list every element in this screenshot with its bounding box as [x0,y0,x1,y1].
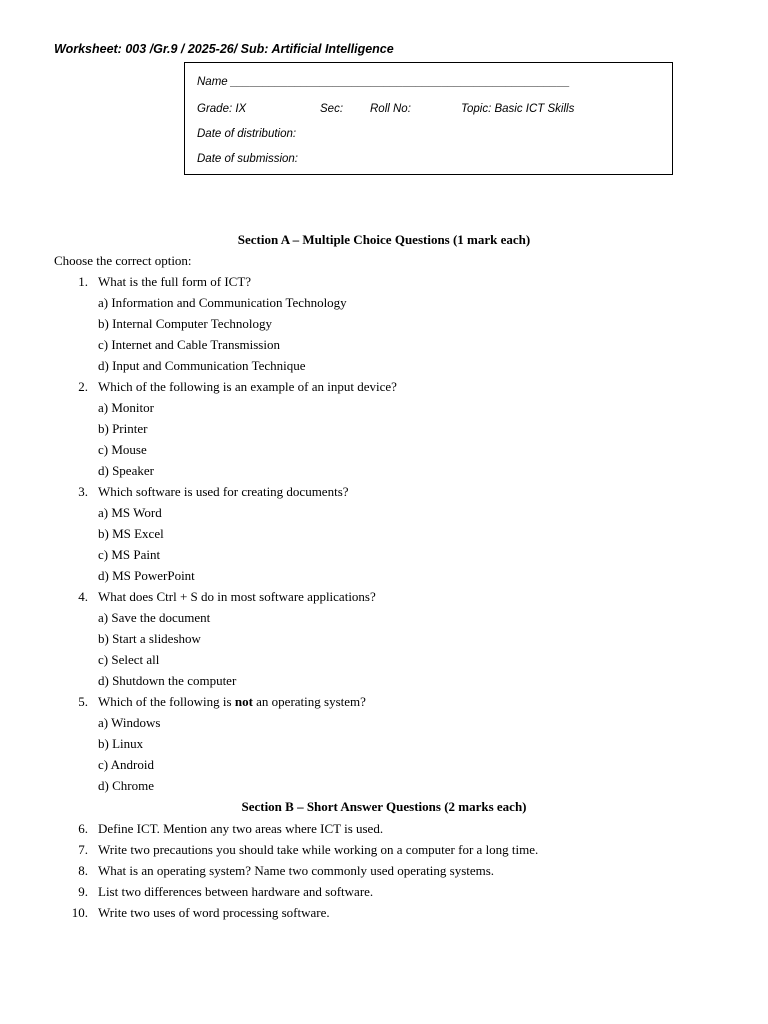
answer-option: c) Android [98,757,154,772]
question-text: Write two precautions you should take while working on a computer for a long time. [98,842,539,857]
question-text: What is an operating system? Name two commonly used operating systems. [98,863,495,878]
section-label: Sec: [320,103,344,115]
answer-option: d) Speaker [98,463,154,478]
answer-option: d) Shutdown the computer [98,673,237,688]
question-number: 9. [78,884,88,899]
answer-option: a) Windows [98,715,161,730]
date-of-distribution-label: Date of distribution: [197,128,297,140]
student-info-box [184,62,673,175]
section-a-heading: Section A – Multiple Choice Questions (1 mark each) [237,232,531,247]
answer-option: b) Start a slideshow [98,631,201,646]
question-number: 6. [78,821,88,836]
section-b-heading: Section B – Short Answer Questions (2 marks each) [241,799,527,814]
instruction-text: Choose the correct option: [54,253,192,268]
answer-option: a) MS Word [98,505,162,520]
question-text: Define ICT. Mention any two areas where ICT is used. [98,821,384,836]
question-text [98,694,366,710]
question-number: 5. [78,694,88,709]
question-number: 8. [78,863,88,878]
topic-label: Topic: Basic ICT Skills [461,103,575,115]
question-number: 1. [78,274,88,289]
name-blank-line: _____________________________________________________ [230,76,570,88]
emphasis-not: not [234,694,253,709]
name-label: Name [197,76,228,88]
question-text-part: an operating system? [252,694,366,709]
answer-option: c) Select all [98,652,160,667]
question-number: 4. [78,589,88,604]
answer-option: d) MS PowerPoint [98,568,195,583]
answer-option: c) MS Paint [98,547,161,562]
answer-option: a) Information and Communication Technology [98,295,347,310]
answer-option: a) Save the document [98,610,211,625]
answer-option: c) Mouse [98,442,147,457]
worksheet-title: Worksheet: 003 /Gr.9 / 2025-26/ Sub: Artificial Intelligence [54,42,394,56]
answer-option: b) Printer [98,421,148,436]
question-text: List two differences between hardware and software. [98,884,374,899]
question-text: Which software is used for creating documents? [98,484,349,499]
answer-option: b) MS Excel [98,526,164,541]
question-text: Which of the following is an example of an input device? [98,379,397,394]
roll-no-label: Roll No: [370,103,411,115]
date-of-submission-label: Date of submission: [197,153,298,165]
answer-option: b) Linux [98,736,144,751]
question-number: 10. [71,905,88,920]
question-number: 7. [78,842,88,857]
question-number: 3. [78,484,88,499]
question-text: Write two uses of word processing software. [98,905,330,920]
answer-option: a) Monitor [98,400,154,415]
answer-option: d) Input and Communication Technique [98,358,306,373]
name-field [197,76,570,88]
question-text: What is the full form of ICT? [98,274,252,289]
answer-option: c) Internet and Cable Transmission [98,337,280,352]
question-text-part: Which of the following is [98,694,235,709]
answer-option: d) Chrome [98,778,154,793]
question-number: 2. [78,379,88,394]
grade-label: Grade: IX [197,103,247,115]
answer-option: b) Internal Computer Technology [98,316,272,331]
question-text: What does Ctrl + S do in most software applications? [98,589,376,604]
